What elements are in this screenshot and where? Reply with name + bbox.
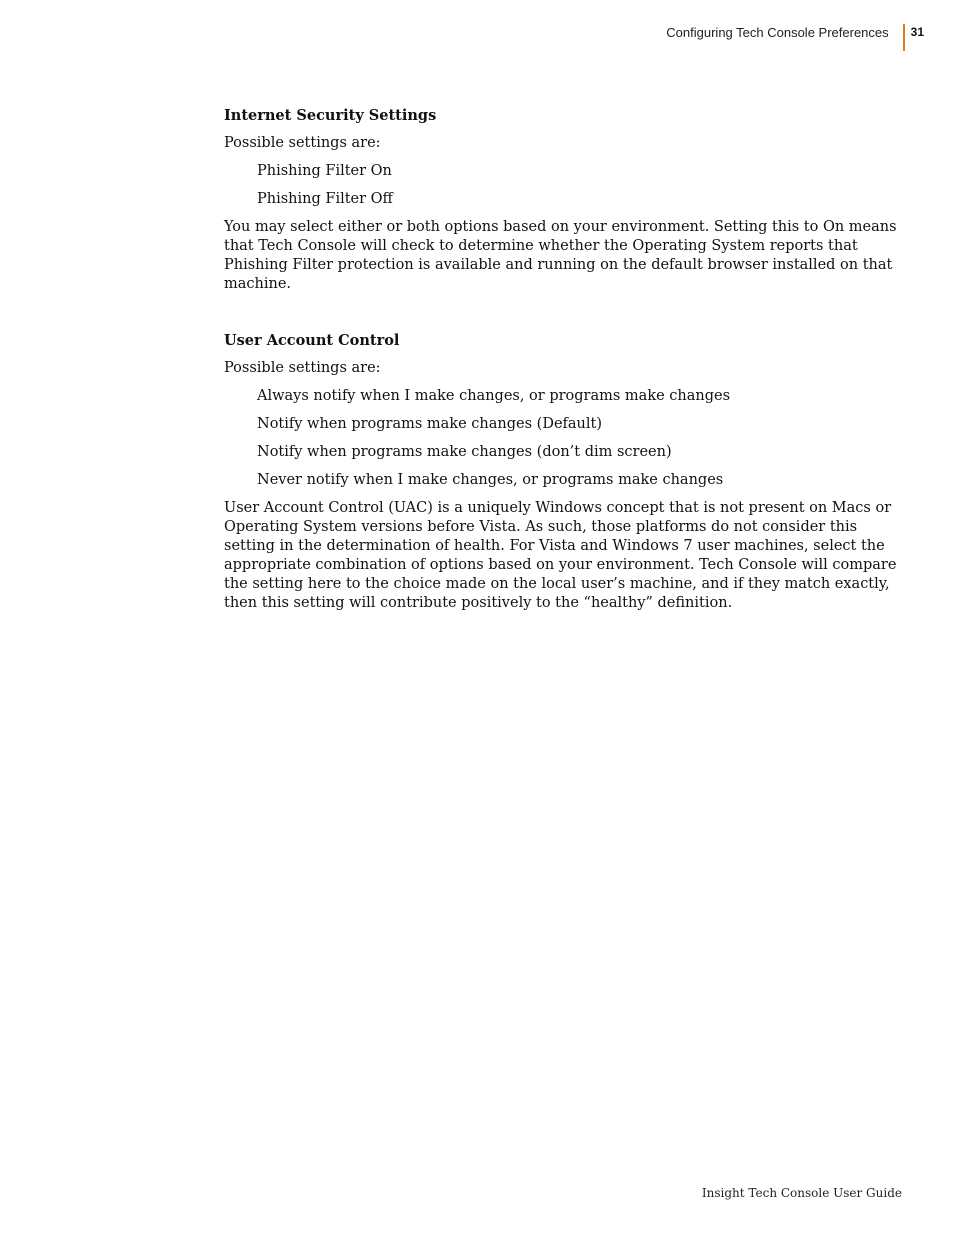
- option-item: Phishing Filter On: [257, 163, 392, 179]
- section-heading: User Account Control: [224, 332, 400, 349]
- section-body: You may select either or both options based on your environment. Setting this to On means that Tech Console will check to determine whether the Operating System reports that Phishing Filter protection is available and running on the default browser installed on that machine.: [224, 219, 897, 292]
- option-item: Notify when programs make changes (don’t dim screen): [257, 444, 672, 460]
- page-content: [224, 106, 900, 622]
- section-heading: Internet Security Settings: [224, 107, 437, 124]
- section-internet-security-settings: [224, 106, 900, 294]
- options-list: [224, 162, 900, 209]
- option-item: Notify when programs make changes (Default): [257, 416, 602, 432]
- option-item: Phishing Filter Off: [257, 191, 393, 207]
- header-divider: [903, 24, 905, 51]
- option-item: Always notify when I make changes, or programs make changes: [257, 388, 731, 404]
- header-title: Configuring Tech Console Preferences: [666, 25, 889, 40]
- running-header: [666, 24, 924, 52]
- option-item: Never notify when I make changes, or programs make changes: [257, 472, 724, 488]
- options-list: [224, 387, 900, 490]
- section-intro: Possible settings are:: [224, 135, 381, 151]
- section-intro: Possible settings are:: [224, 360, 381, 376]
- running-footer: Insight Tech Console User Guide: [701, 1186, 902, 1200]
- section-body: User Account Control (UAC) is a uniquely Windows concept that is not present on Macs or Operating System versions before Vista. As such, those platforms do not consider this setting in the determination of health. For Vista and Windows 7 user machines, select the appropriate combination of options based on your environment. Tech Console will compare the setting here to the choice made on the local user’s machine, and if they match exactly, then this setting will contribute positively to the “healthy” definition.: [224, 500, 897, 611]
- section-spacer: [224, 303, 900, 331]
- section-user-account-control: [224, 331, 900, 613]
- page-number: 31: [910, 25, 924, 39]
